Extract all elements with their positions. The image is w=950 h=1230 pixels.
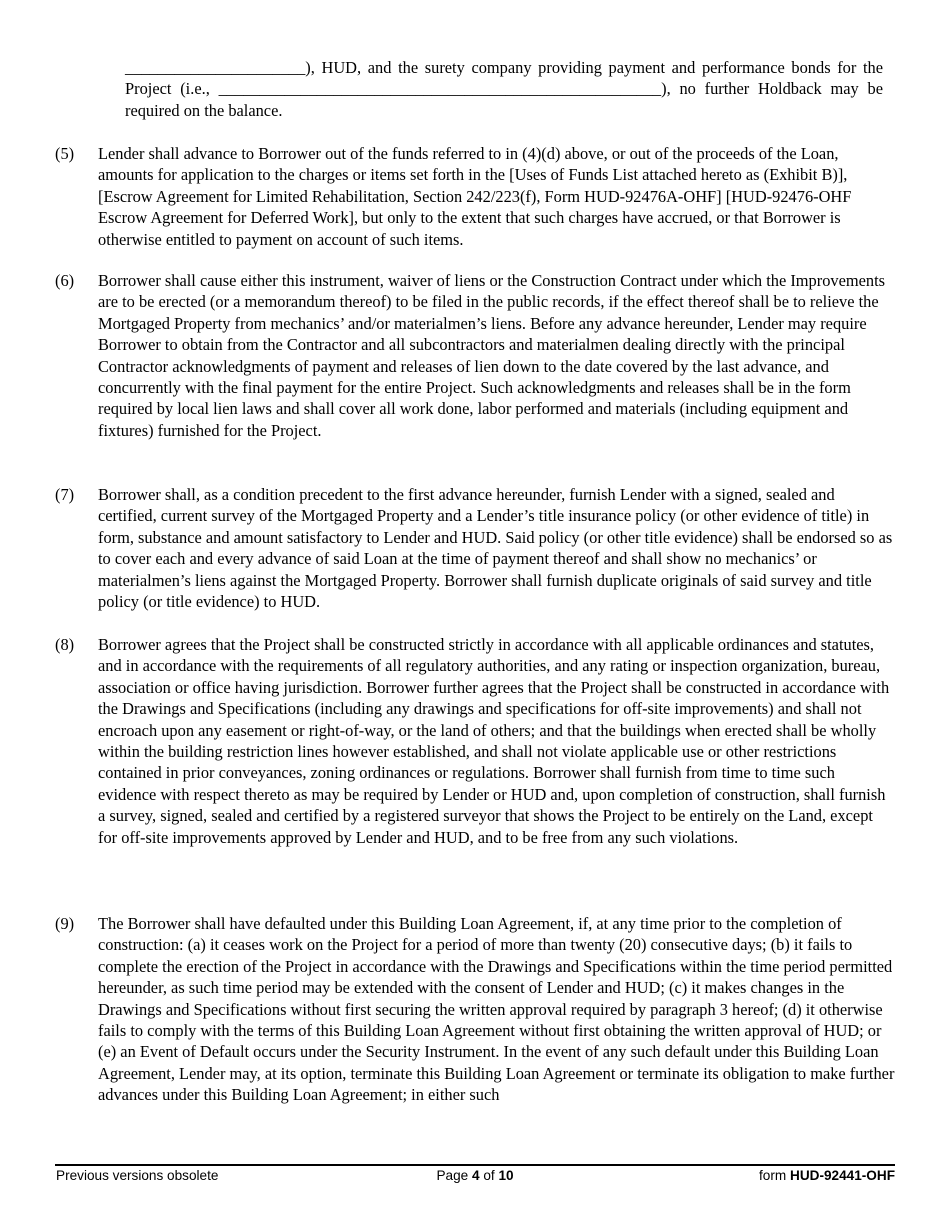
paragraph-text: Borrower shall cause either this instrument, waiver of liens or the Construction Contract under which the Improvements are to be erected (or a memorandum thereof) to be filed in the public records, if the effect thereof shall be to relieve the Mortgaged Property from mechanics’ and/or materialmen’s liens. Before any advance hereunder, Lender may require Borrower to obtain from the Contractor and all subcontractors and materialmen dealing directly with the principal Contractor acknowledgments of payment and releases of lien down to the date covered by the last advance, and concurrently with the final payment for the entire Project. Such acknowledgments and releases shall be in the form required by local lien laws and shall cover all work done, labor performed and materials (including equipment and fixtures) furnished for the Project. [98, 271, 886, 440]
form-number: HUD-92441-OHF [790, 1168, 895, 1183]
paragraph-9 [55, 913, 895, 1106]
footer-divider [55, 1164, 895, 1166]
footer-form-id [759, 1167, 895, 1184]
form-label: form [759, 1168, 787, 1183]
paragraph-number: (9) [55, 914, 75, 933]
paragraph-8 [55, 634, 895, 848]
paragraph-text: Borrower agrees that the Project shall be constructed strictly in accordance with all applicable ordinances and statutes, and in accordance with the requirements of all regulatory authorities, and any rating or inspection organization, bureau, association or office having jurisdiction. Borrower further agrees that the Project shall be constructed in accordance with the Drawings and Specifications (including any drawings and specifications for off-site improvements) and shall not encroach upon any easement or right-of-way, or the land of others; and that the buildings when erected shall be wholly within the building restriction lines however established, and shall not violate applicable use or other restrictions contained in prior conveyances, zoning ordinances or regulations. Borrower shall furnish from time to time such evidence with respect thereto as may be required by Lender or HUD and, upon completion of construction, shall furnish a survey, signed, sealed and certified by a registered surveyor that shows the Project to be entirely on the Land, except for off-site improvements approved by Lender and HUD, and to be free from any such violations. [98, 635, 890, 847]
paragraph-6 [55, 270, 895, 441]
paragraph-number: (5) [55, 144, 75, 163]
paragraph-number: (8) [55, 635, 75, 654]
paragraph-7 [55, 484, 895, 612]
paragraph-number: (6) [55, 271, 75, 290]
continued-paragraph-text: ______________________), HUD, and the surety company providing payment and performance bonds for the Project (i.e., ______________________________________________________), no further Holdback may be required on the balance. [125, 58, 883, 120]
paragraph-text: Lender shall advance to Borrower out of the funds referred to in (4)(d) above, or out of the proceeds of the Loan, amounts for application to the charges or items set forth in the [Uses of Funds List attached hereto as (Exhibit B)], [Escrow Agreement for Limited Rehabilitation, Section 242/223(f), Form HUD-92476A-OHF] [HUD-92476-OHF Escrow Agreement for Deferred Work], but only to the extent that such charges have accrued, or that Borrower is otherwise entitled to payment on account of such items. [98, 144, 852, 249]
page-of-label: of [483, 1168, 495, 1183]
page-current: 4 [471, 1168, 480, 1183]
paragraph-text: Borrower shall, as a condition precedent to the first advance hereunder, furnish Lender with a signed, sealed and certified, current survey of the Mortgaged Property and a Lender’s title insurance policy (or other evidence of title) in form, substance and amount satisfactory to Lender and HUD. Said policy (or other title evidence) shall be endorsed so as to cover each and every advance of said Loan at the time of payment thereof and shall show no mechanics’ or materialmen’s liens against the Mortgaged Property. Borrower shall furnish duplicate originals of said survey and title policy (or title evidence) to HUD. [98, 485, 893, 612]
page-total: 10 [498, 1168, 514, 1183]
page-label: Page [436, 1168, 469, 1183]
paragraph-number: (7) [55, 485, 75, 504]
paragraph-5 [55, 143, 895, 250]
footer-versions-note: Previous versions obsolete [56, 1168, 219, 1183]
paragraph-text: The Borrower shall have defaulted under this Building Loan Agreement, if, at any time prior to the completion of construction: (a) it ceases work on the Project for a period of more than twenty (20) consecutive days; (b) it fails to complete the erection of the Project in accordance with the Drawings and Specifications within the time period permitted hereunder, as such time period may be extended with the consent of Lender and HUD; (c) it makes changes in the Drawings and Specifications without first securing the written approval required by paragraph 3 hereof; (d) it otherwise fails to comply with the terms of this Building Loan Agreement without first obtaining the written approval of HUD; or (e) an Event of Default occurs under the Security Instrument. In the event of any such default under this Building Loan Agreement, Lender may, at its option, terminate this Building Loan Agreement or terminate its obligation to make further advances under this Building Loan Agreement; in either such [98, 914, 895, 1105]
